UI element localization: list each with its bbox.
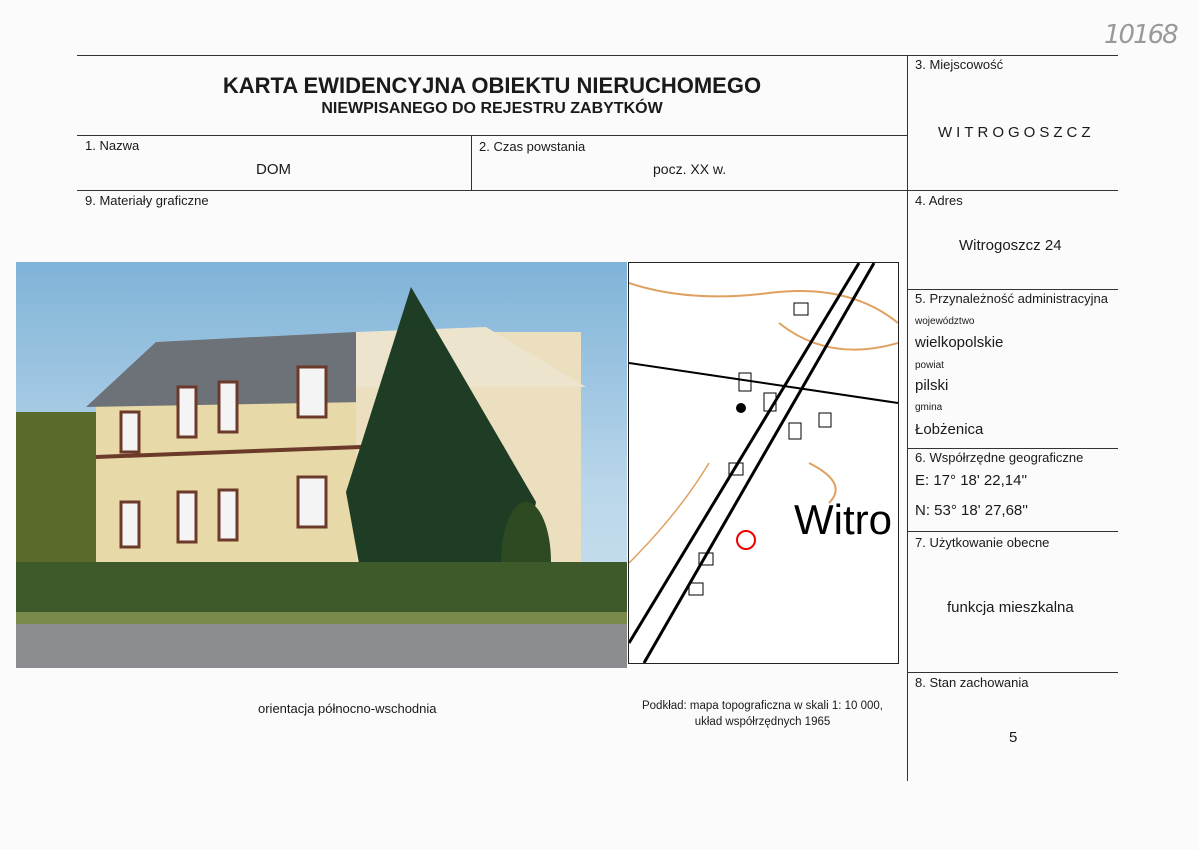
gmina-value: Łobżenica [915, 421, 984, 438]
nazwa-value: DOM [256, 161, 291, 178]
powiat-value: pilski [915, 377, 949, 394]
uzytkowanie-value: funkcja mieszkalna [947, 599, 1074, 616]
map-caption-1: Podkład: mapa topograficzna w skali 1: 10 000, [641, 700, 883, 712]
uzytkowanie-label: 7. Użytkowanie obecne [915, 535, 1050, 550]
wojewodztwo-label: województwo [915, 316, 975, 327]
wojewodztwo-value: wielkopolskie [915, 334, 1004, 351]
wspolrzedne-label: 6. Współrzędne geograficzne [915, 450, 1084, 465]
stan-value: 5 [1009, 729, 1018, 746]
map-caption-2: układ współrzędnych 1965 [694, 716, 831, 728]
page-subtitle: NIEWPISANEGO DO REJESTRU ZABYTKÓW [321, 100, 663, 117]
page-title: KARTA EWIDENCYJNA OBIEKTU NIERUCHOMEGO [222, 73, 762, 98]
photo-caption: orientacja północno-wschodnia [258, 701, 437, 716]
adres-label: 4. Adres [915, 193, 963, 208]
miejscowosc-value: WITROGOSZCZ [938, 124, 1095, 141]
materialy-label: 9. Materiały graficzne [85, 193, 209, 208]
map-place-label: Witro [794, 496, 892, 543]
czas-value: pocz. XX w. [653, 161, 727, 177]
miejscowosc-label: 3. Miejscowość [915, 57, 1004, 72]
topographic-map [628, 262, 899, 664]
building-photo [16, 262, 627, 668]
coord-n: N: 53° 18' 27,68'' [915, 502, 1028, 519]
coord-e: E: 17° 18' 22,14'' [915, 472, 1028, 489]
stan-label: 8. Stan zachowania [915, 675, 1029, 690]
powiat-label: powiat [915, 360, 944, 371]
nazwa-label: 1. Nazwa [85, 138, 140, 153]
przynaleznosc-label: 5. Przynależność administracyjna [915, 291, 1108, 306]
adres-value: Witrogoszcz 24 [959, 237, 1062, 254]
czas-label: 2. Czas powstania [479, 139, 586, 154]
archive-number: 10168 [1104, 20, 1177, 50]
gmina-label: gmina [915, 402, 943, 413]
